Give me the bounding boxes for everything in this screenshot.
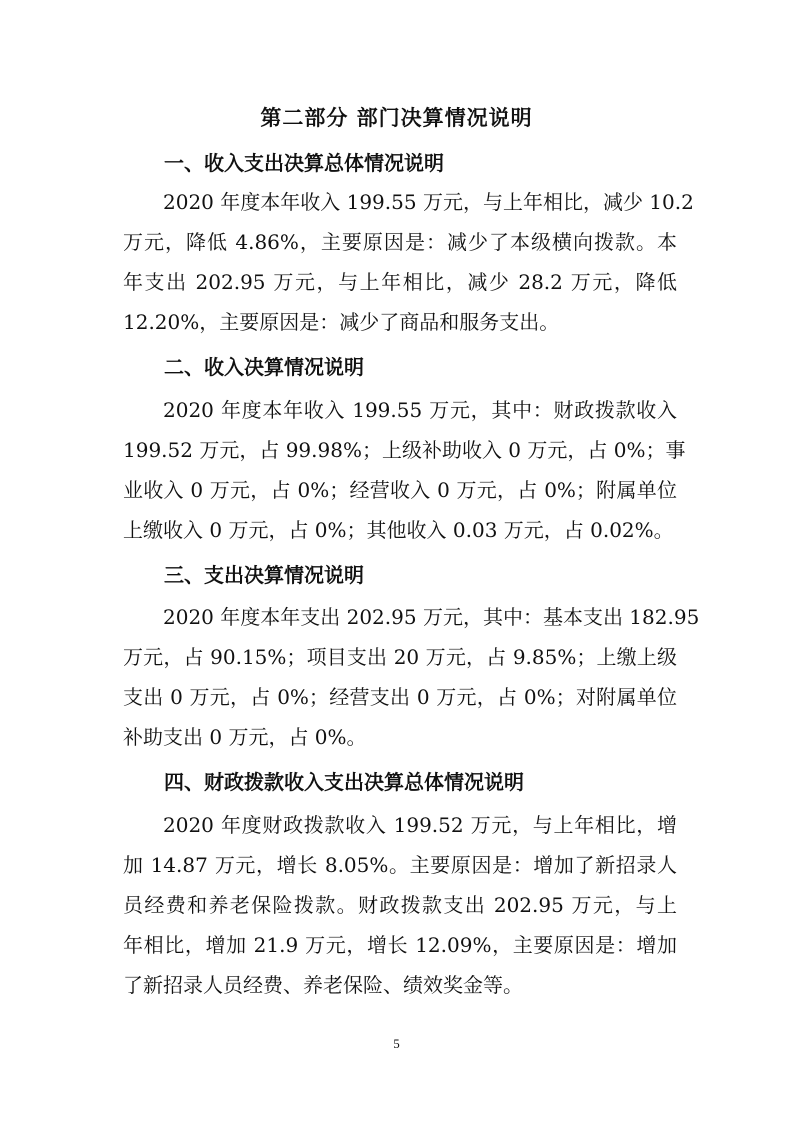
paragraph-line: 业收入 0 万元，占 0%；经营收入 0 万元，占 0%；附属单位 [123,478,677,502]
paragraph-line: 万元，占 90.15%；项目支出 20 万元，占 9.85%；上缴上级 [123,645,677,669]
paragraph-line: 上缴收入 0 万元，占 0%；其他收入 0.03 万元，占 0.02%。 [123,518,674,542]
section-heading-3: 三、支出决算情况说明 [164,563,364,587]
section-paragraph-4 [123,805,677,1005]
paragraph-line: 2020 年度财政拨款收入 199.52 万元，与上年相比，增 [163,813,677,837]
paragraph-line: 员经费和养老保险拨款。财政拨款支出 202.95 万元，与上 [123,893,677,917]
paragraph-line: 2020 年度本年收入 199.55 万元，其中：财政拨款收入 [163,398,677,422]
paragraph-line: 支出 0 万元，占 0%；经营支出 0 万元，占 0%；对附属单位 [123,685,677,709]
page-title: 第二部分 部门决算情况说明 [260,106,533,130]
paragraph-line: 2020 年度本年收入 199.55 万元，与上年相比，减少 10.2 [163,190,694,214]
section-heading-1: 一、收入支出决算总体情况说明 [164,151,444,175]
section-paragraph-1 [123,182,694,342]
paragraph-line: 199.52 万元，占 99.98%；上级补助收入 0 万元，占 0%；事 [123,438,686,462]
section-heading-4: 四、财政拨款收入支出决算总体情况说明 [164,770,524,794]
paragraph-line: 年相比，增加 21.9 万元，增长 12.09%，主要原因是：增加 [123,933,677,957]
paragraph-line: 了新招录人员经费、养老保险、绩效奖金等。 [123,973,523,997]
section-paragraph-3 [123,597,700,757]
paragraph-line: 补助支出 0 万元，占 0%。 [123,725,367,749]
paragraph-line: 年支出 202.95 万元，与上年相比，减少 28.2 万元，降低 [123,270,677,294]
page-number: 5 [393,1036,400,1051]
paragraph-line: 加 14.87 万元，增长 8.05%。主要原因是：增加了新招录人 [123,853,677,877]
paragraph-line: 12.20%，主要原因是：减少了商品和服务支出。 [123,310,560,334]
paragraph-line: 万元，降低 4.86%，主要原因是：减少了本级横向拨款。本 [123,230,677,254]
section-paragraph-2 [123,390,686,550]
section-heading-2: 二、收入决算情况说明 [164,355,364,379]
paragraph-line: 2020 年度本年支出 202.95 万元，其中：基本支出 182.95 [163,605,700,629]
